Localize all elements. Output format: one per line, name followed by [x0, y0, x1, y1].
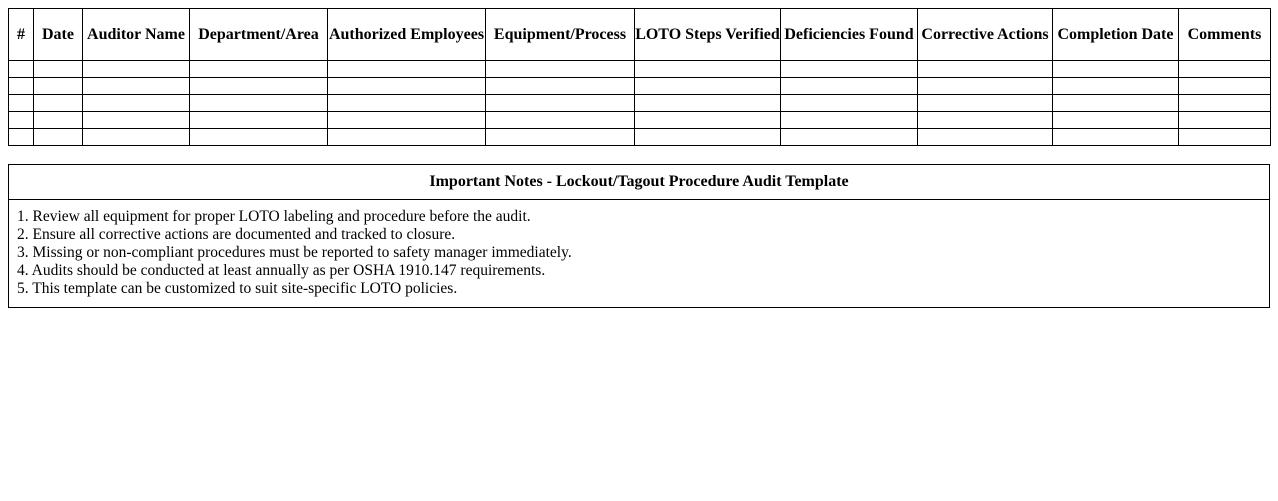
table-cell-auditor[interactable] — [83, 78, 190, 95]
table-cell-comments[interactable] — [1179, 112, 1271, 129]
table-cell-corrective[interactable] — [918, 61, 1053, 78]
table-cell-employees[interactable] — [328, 95, 486, 112]
note-item: 1. Review all equipment for proper LOTO labeling and procedure before the audit. — [17, 208, 531, 225]
column-header-authorized-employees: Authorized Employees — [328, 9, 486, 61]
table-cell-auditor[interactable] — [83, 112, 190, 129]
table-cell-comments[interactable] — [1179, 95, 1271, 112]
table-cell-department[interactable] — [190, 95, 328, 112]
column-header-number: # — [9, 9, 34, 61]
column-header-equipment-process: Equipment/Process — [486, 9, 635, 61]
table-row — [9, 61, 1271, 78]
table-row — [9, 129, 1271, 146]
column-header-deficiencies-found: Deficiencies Found — [781, 9, 918, 61]
table-cell-comments[interactable] — [1179, 129, 1271, 146]
table-cell-equipment[interactable] — [486, 61, 635, 78]
column-header-corrective-actions: Corrective Actions — [918, 9, 1053, 61]
notes-title: Important Notes - Lockout/Tagout Procedure Audit Template — [9, 165, 1269, 200]
table-cell-completion[interactable] — [1053, 95, 1179, 112]
table-cell-loto[interactable] — [635, 61, 781, 78]
table-cell-deficiencies[interactable] — [781, 78, 918, 95]
column-header-completion-date: Completion Date — [1053, 9, 1179, 61]
table-cell-auditor[interactable] — [83, 129, 190, 146]
table-cell-equipment[interactable] — [486, 95, 635, 112]
table-cell-loto[interactable] — [635, 78, 781, 95]
table-cell-corrective[interactable] — [918, 78, 1053, 95]
column-header-auditor-name: Auditor Name — [83, 9, 190, 61]
note-item: 4. Audits should be conducted at least annually as per OSHA 1910.147 requirements. — [17, 262, 546, 279]
table-cell-date[interactable] — [34, 112, 83, 129]
table-cell-department[interactable] — [190, 112, 328, 129]
table-row — [9, 112, 1271, 129]
table-cell-employees[interactable] — [328, 78, 486, 95]
table-cell-corrective[interactable] — [918, 129, 1053, 146]
table-cell-loto[interactable] — [635, 129, 781, 146]
table-cell-completion[interactable] — [1053, 112, 1179, 129]
table-row — [9, 78, 1271, 95]
table-cell-num[interactable] — [9, 112, 34, 129]
table-cell-num[interactable] — [9, 129, 34, 146]
table-cell-equipment[interactable] — [486, 129, 635, 146]
table-cell-employees[interactable] — [328, 61, 486, 78]
audit-log-table — [8, 8, 1271, 146]
audit-document — [8, 8, 1270, 308]
table-cell-department[interactable] — [190, 129, 328, 146]
table-cell-date[interactable] — [34, 129, 83, 146]
table-cell-deficiencies[interactable] — [781, 95, 918, 112]
table-cell-num[interactable] — [9, 95, 34, 112]
table-cell-completion[interactable] — [1053, 61, 1179, 78]
table-body — [9, 61, 1271, 146]
table-cell-completion[interactable] — [1053, 129, 1179, 146]
table-cell-equipment[interactable] — [486, 112, 635, 129]
column-header-department-area: Department/Area — [190, 9, 328, 61]
important-notes-box — [8, 164, 1270, 308]
table-cell-loto[interactable] — [635, 112, 781, 129]
table-cell-completion[interactable] — [1053, 78, 1179, 95]
notes-list — [9, 200, 1269, 307]
table-cell-auditor[interactable] — [83, 95, 190, 112]
table-cell-deficiencies[interactable] — [781, 129, 918, 146]
header-row — [9, 9, 1271, 61]
column-header-loto-steps-verified: LOTO Steps Verified — [635, 9, 781, 61]
table-cell-deficiencies[interactable] — [781, 61, 918, 78]
note-item: 5. This template can be customized to suit site-specific LOTO policies. — [17, 280, 458, 297]
table-cell-comments[interactable] — [1179, 61, 1271, 78]
note-item: 3. Missing or non-compliant procedures must be reported to safety manager immediately. — [17, 244, 572, 261]
table-cell-date[interactable] — [34, 78, 83, 95]
table-cell-department[interactable] — [190, 61, 328, 78]
column-header-comments: Comments — [1179, 9, 1271, 61]
column-header-date: Date — [34, 9, 83, 61]
table-cell-equipment[interactable] — [486, 78, 635, 95]
table-cell-employees[interactable] — [328, 112, 486, 129]
table-cell-employees[interactable] — [328, 129, 486, 146]
table-cell-loto[interactable] — [635, 95, 781, 112]
table-cell-department[interactable] — [190, 78, 328, 95]
table-cell-num[interactable] — [9, 61, 34, 78]
note-item: 2. Ensure all corrective actions are documented and tracked to closure. — [17, 226, 456, 243]
table-header — [9, 9, 1271, 61]
table-cell-corrective[interactable] — [918, 95, 1053, 112]
table-cell-auditor[interactable] — [83, 61, 190, 78]
table-cell-comments[interactable] — [1179, 78, 1271, 95]
table-cell-corrective[interactable] — [918, 112, 1053, 129]
table-cell-deficiencies[interactable] — [781, 112, 918, 129]
table-cell-date[interactable] — [34, 61, 83, 78]
table-cell-num[interactable] — [9, 78, 34, 95]
table-row — [9, 95, 1271, 112]
table-cell-date[interactable] — [34, 95, 83, 112]
